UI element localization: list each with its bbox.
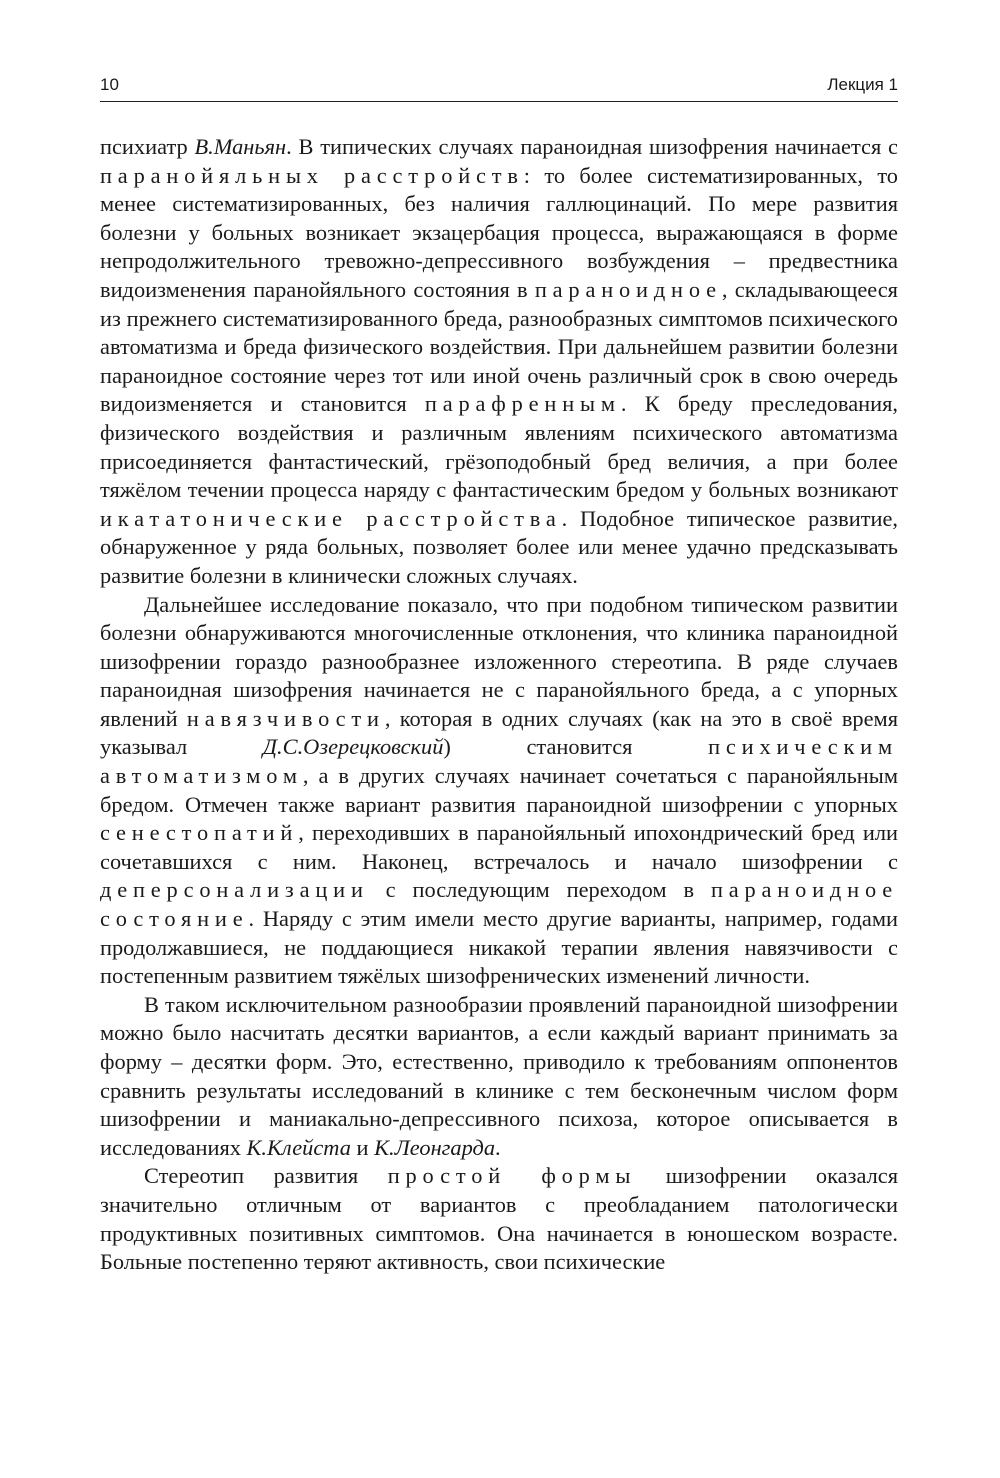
text-run: ) становится	[443, 734, 709, 760]
author-name: К.Леонгарда	[374, 1134, 496, 1160]
text-run: . К бреду преследования, физического воздействия и различным явлениям психического автоматизма присоединяется фантастический, грёзоподобный бред величия, а при более тяжёлом течении процесса наряду с фантастическим бредом у больных возникают	[100, 391, 898, 503]
body-text	[100, 133, 898, 1277]
text-run: шизофрении оказался значительно отличным от вариантов с преобладанием патологически продуктивных позитивных симптомов. Она начинается в юношеском возрасте. Больные постепенно теряют активность, свои психические	[100, 1163, 898, 1275]
running-head-section: Лекция 1	[827, 75, 898, 94]
text-run: и	[350, 1134, 375, 1160]
text-run: , а в других случаях начинает сочетаться с паранойяльным бредом. Отмечен также вариант развития параноидной шизофрении с упорных	[100, 763, 898, 817]
paragraph	[100, 991, 898, 1163]
text-run: , складывающееся из прежнего систематизированного бреда, разнообразных симптомов психического автоматизма и бреда физического воздействия. При дальнейшем развитии болезни параноидное состояние через тот или иной очень различный срок в свою очередь видоизменяется и становится	[100, 276, 898, 417]
emphasized-term: сенестопатий	[100, 820, 299, 846]
paragraph	[100, 1162, 898, 1276]
paragraph	[100, 133, 898, 591]
text-run: , переходивших в паранойяльный ипохондрический бред или сочетавшихся с ним. Наконец, встречалось и начало шизофрении с	[100, 820, 898, 874]
emphasized-term: психическим автоматизмом	[100, 734, 898, 789]
author-name: В.Маньян	[194, 134, 287, 159]
emphasized-term: деперсонализации	[100, 877, 369, 903]
header-rule	[100, 101, 898, 102]
emphasized-term: паранойяльных расстройств	[100, 162, 524, 188]
running-head	[100, 72, 898, 98]
emphasized-term: параноидное состояние	[100, 877, 898, 932]
text-run: : то более систематизированных, то менее систематизированных, без наличия галлюцинаций. По мере развития болезни у больных возникает экзацербация процесса, выражающаяся в форме непродолжительного тревожно-депрессивного возбуждения – предвестника видоизменения паранойяльного состояния в	[100, 162, 899, 302]
page-number: 10	[100, 75, 119, 94]
text-run: , которая в одних случаях (как на это в своё время указывал	[100, 705, 898, 760]
text-run: психиатр	[100, 134, 195, 159]
emphasized-term: парафренным	[424, 391, 621, 417]
emphasized-term: икататонические расстройства	[100, 505, 562, 531]
book-page	[100, 0, 898, 1478]
author-name: Д.С.Озерецковский	[262, 734, 444, 760]
text-run: . Подобное типическое развитие, обнаруженное у ряда больных, позволяет более или менее удачно предсказывать развитие болезни в клинически сложных случаях.	[100, 505, 899, 588]
paragraph	[100, 591, 898, 991]
text-run: Дальнейшее исследование показало, что при подобном типическом развитии болезни обнаруживаются многочисленные отклонения, что клиника параноидной шизофрении гораздо разнообразнее изложенного стереотипа. В ряде случаев параноидная шизофрения начинается не с паранойяльного бреда, а с упорных явлений	[100, 591, 898, 731]
author-name: К.Клейста	[246, 1134, 351, 1160]
emphasized-term: навязчивости	[186, 705, 385, 731]
text-run: . Наряду с этим имели место другие варианты, например, годами продолжавшиеся, не поддающиеся никакой терапии явления навязчивости с постепенным развитием тяжёлых шизофренических изменений личности.	[100, 906, 898, 989]
emphasized-term: параноидное	[534, 276, 722, 302]
emphasized-term: простой формы	[387, 1163, 637, 1189]
text-run: . В типических случаях параноидная шизофрения начинается с	[286, 134, 898, 159]
text-run: В таком исключительном разнообразии проявлений параноидной шизофрении можно было насчитать десятки вариантов, а если каждый вариант принимать за форму – десятки форм. Это, естественно, приводило к требованиям оппонентов сравнить результаты исследований в клинике с тем бесконечным числом форм шизофрении и маниакально-депрессивного психоза, которое описывается в исследованиях	[100, 991, 898, 1160]
text-run: .	[495, 1134, 501, 1160]
text-run: с последующим переходом в	[368, 877, 711, 903]
text-run: Стереотип развития	[144, 1163, 388, 1189]
